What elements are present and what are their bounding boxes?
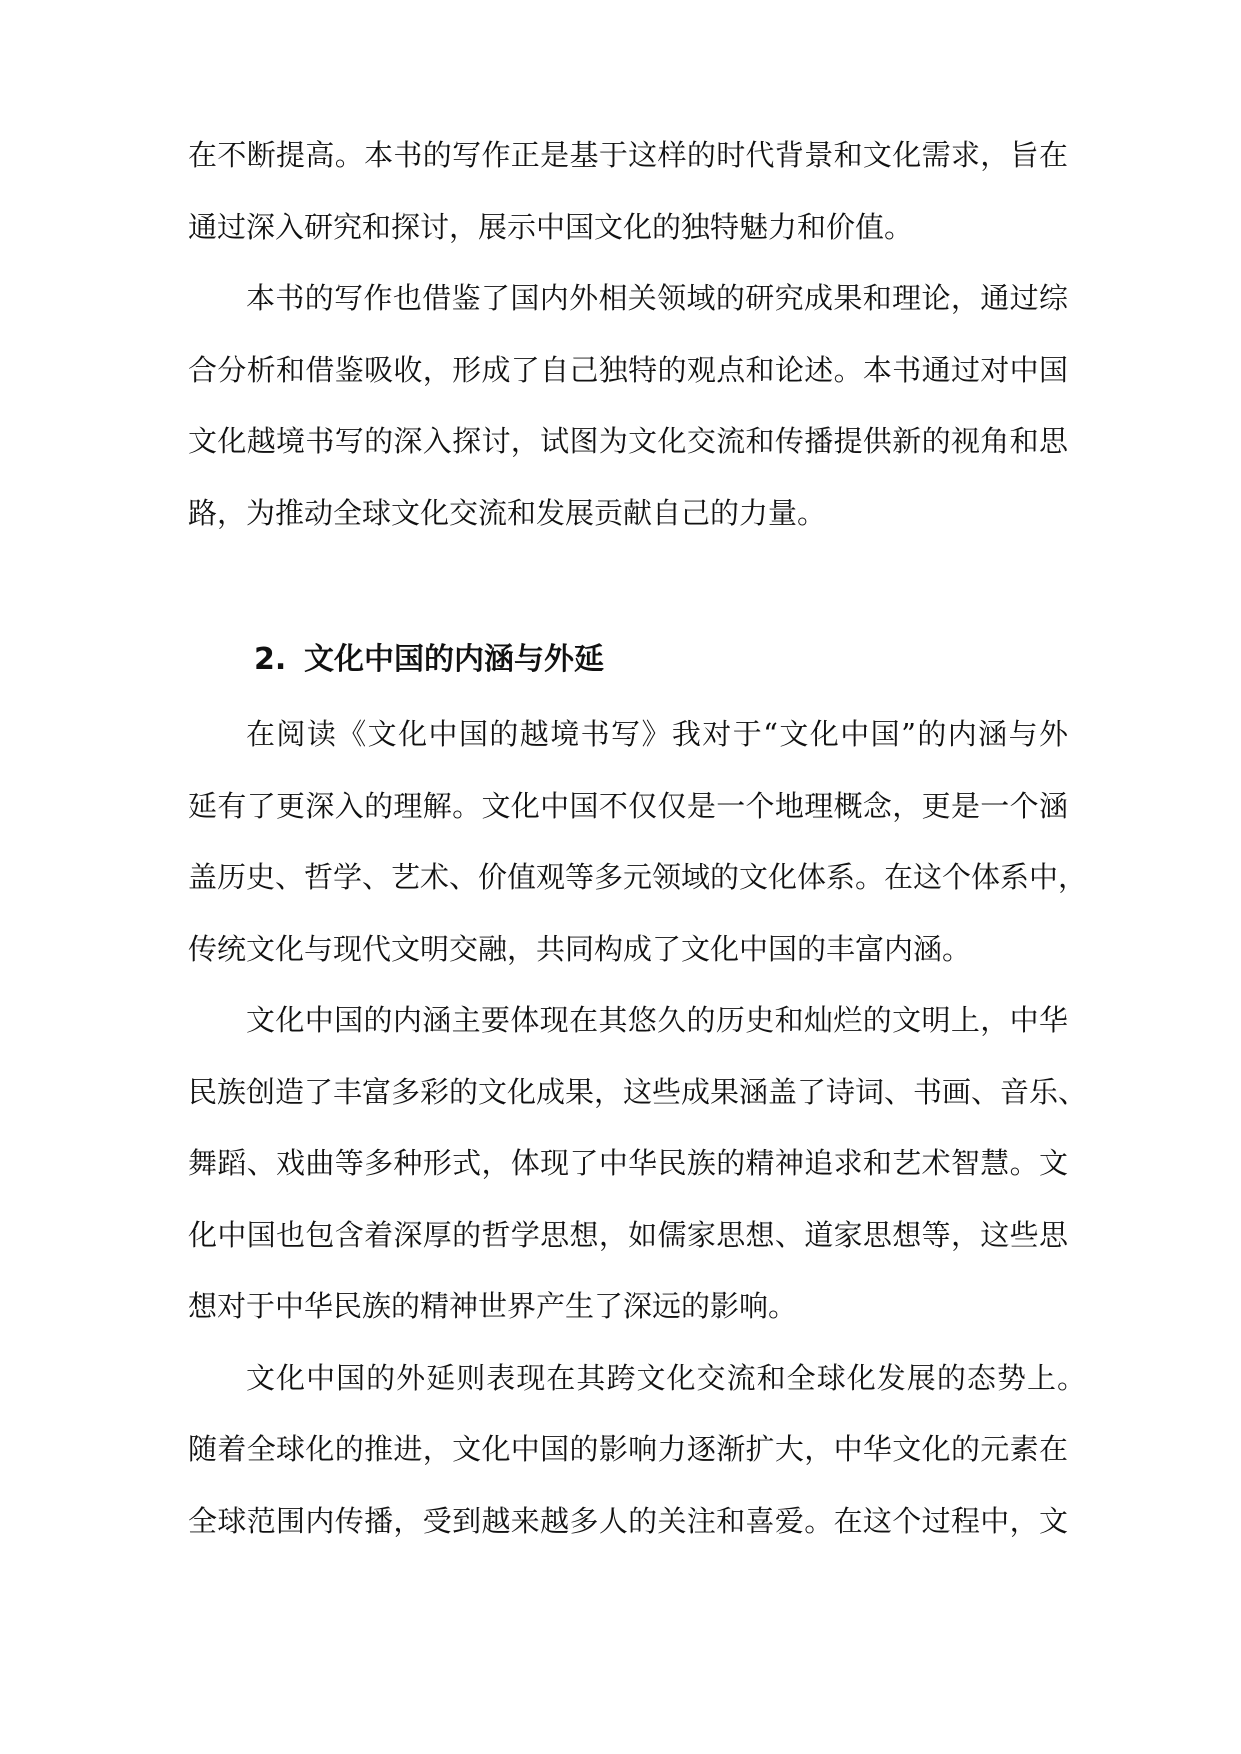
paragraph-1-line-2: 通过深入研究和探讨，展示中国文化的独特魅力和价值。 xyxy=(188,210,914,244)
paragraph-3-line-2: 延有了更深入的理解。文化中国不仅仅是一个地理概念，更是一个涵 xyxy=(188,789,1068,823)
paragraph-5-line-3: 全球范围内传播，受到越来越多人的关注和喜爱。在这个过程中，文 xyxy=(188,1504,1068,1538)
paragraph-4-line-2: 民族创造了丰富多彩的文化成果，这些成果涵盖了诗词、书画、音乐、 xyxy=(188,1075,1088,1109)
paragraph-4-line-5: 想对于中华民族的精神世界产生了深远的影响。 xyxy=(188,1289,798,1323)
paragraph-1-line-1: 在不断提高。本书的写作正是基于这样的时代背景和文化需求，旨在 xyxy=(188,138,1068,172)
paragraph-4-line-3: 舞蹈、戏曲等多种形式，体现了中华民族的精神追求和艺术智慧。文 xyxy=(188,1146,1068,1180)
section-heading-title: 文化中国的内涵与外延 xyxy=(304,642,604,677)
paragraph-2-line-2: 合分析和借鉴吸收，形成了自己独特的观点和论述。本书通过对中国 xyxy=(188,353,1068,387)
paragraph-3-line-1: 在阅读《文化中国的越境书写》我对于“文化中国”的内涵与外 xyxy=(246,717,1068,751)
paragraph-5-line-2: 随着全球化的推进，文化中国的影响力逐渐扩大，中华文化的元素在 xyxy=(188,1432,1068,1466)
paragraph-5-line-1: 文化中国的外延则表现在其跨文化交流和全球化发展的态势上。 xyxy=(246,1361,1086,1395)
paragraph-4-line-4: 化中国也包含着深厚的哲学思想，如儒家思想、道家思想等，这些思 xyxy=(188,1218,1068,1252)
section-heading xyxy=(254,630,604,690)
paragraph-3-line-3: 盖历史、哲学、艺术、价值观等多元领域的文化体系。在这个体系中， xyxy=(188,860,1088,894)
paragraph-2-line-1: 本书的写作也借鉴了国内外相关领域的研究成果和理论，通过综 xyxy=(246,281,1068,315)
paragraph-2-line-3: 文化越境书写的深入探讨，试图为文化交流和传播提供新的视角和思 xyxy=(188,424,1068,458)
paragraph-3-line-4: 传统文化与现代文明交融，共同构成了文化中国的丰富内涵。 xyxy=(188,932,972,966)
section-heading-number: 2. xyxy=(254,642,287,677)
paragraph-2-line-4: 路，为推动全球文化交流和发展贡献自己的力量。 xyxy=(188,496,827,530)
paragraph-4-line-1: 文化中国的内涵主要体现在其悠久的历史和灿烂的文明上，中华 xyxy=(246,1003,1068,1037)
